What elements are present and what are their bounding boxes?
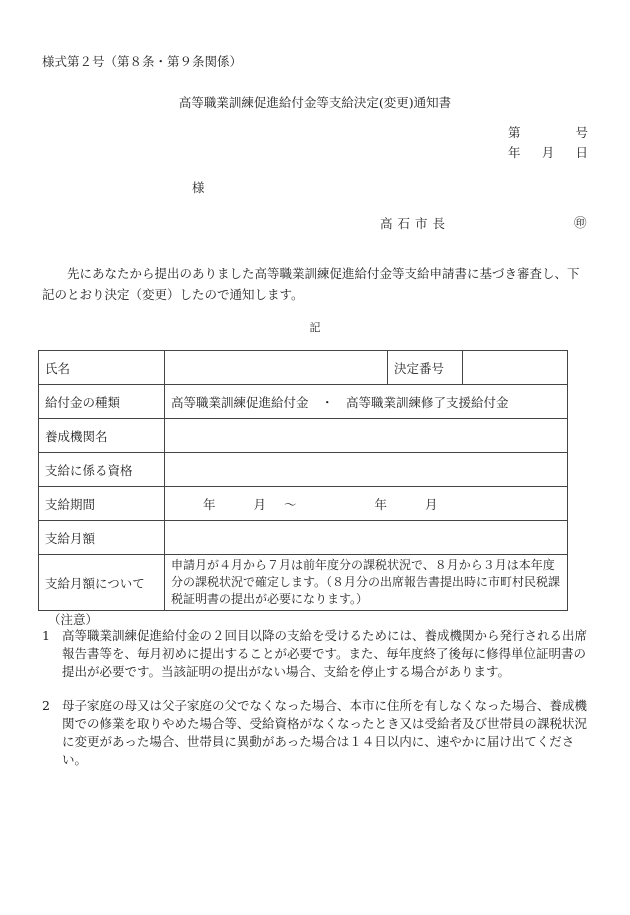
notice-body: [42, 263, 590, 305]
about-monthly-text: 申請月が４月から７月は前年度分の課税状況で、８月から３月は本年度分の課税状況で確定します。（８月分の出席報告書提出時に市町村民税課税証明書の提出が必要になります。）: [165, 555, 568, 611]
table-row: [39, 555, 568, 611]
note-text: 高等職業訓練促進給付金の２回目以降の支給を受けるためには、養成機関から発行される出席報告書等を、毎月初めに提出することが必要です。また、毎年度終了後毎に修得単位証明書の提出が必要です。当該証明の提出がない場合、支給を停止する場合があります。: [62, 628, 588, 679]
info-table: [38, 350, 568, 611]
name-label: 氏名: [39, 351, 165, 385]
period-label: 支給期間: [39, 487, 165, 521]
period-month-start: 月: [253, 496, 267, 512]
institution-label: 養成機関名: [39, 419, 165, 453]
table-row: [39, 385, 568, 419]
table-row: [39, 487, 568, 521]
ki-mark: 記: [309, 321, 321, 334]
monthly-value: [165, 521, 568, 555]
note-item: [42, 697, 590, 769]
date-month: 月: [541, 145, 555, 160]
note-text: 母子家庭の母又は父子家庭の父でなくなった場合、本市に住所を有しなくなった場合、養成機関での修業を取りやめた場合等、受給資格がなくなったとき又は受給者及び世帯員の課税状況に変更があった場合、世帯員に異動があった場合は１４日以内に、速やかに届け出てください。: [62, 698, 588, 767]
period-year-start: 年: [203, 496, 216, 512]
number-prefix: 第: [508, 125, 521, 140]
note-number: 2: [42, 698, 50, 713]
date-day: 日: [575, 145, 588, 160]
notice-body-text: 先にあなたから提出のありました高等職業訓練促進給付金等支給申請書に基づき審査し、下記のとおり決定（変更）したので通知します。: [42, 266, 580, 302]
addressee-honorific: 様: [192, 180, 205, 195]
institution-value: [165, 419, 568, 453]
document-date-line: [508, 143, 588, 161]
note-number: 1: [42, 628, 50, 643]
table-row: [39, 351, 568, 385]
period-year-end: 年: [374, 496, 388, 512]
table-row: [39, 521, 568, 555]
document-number-line: [508, 123, 588, 141]
table-row: [39, 419, 568, 453]
about-monthly-label: 支給月額について: [39, 555, 165, 611]
period-tilde: ～: [284, 496, 297, 512]
notes-title: （注意）: [48, 612, 99, 627]
period-month-end: 月: [425, 496, 438, 512]
monthly-label: 支給月額: [39, 521, 165, 555]
decision-no-label: 決定番号: [388, 351, 463, 385]
decision-no-value: [463, 351, 568, 385]
qualification-value: [165, 453, 568, 487]
number-suffix: 号: [575, 125, 588, 140]
date-year: 年: [508, 145, 521, 160]
type-label: 給付金の種類: [39, 385, 165, 419]
seal-mark: ㊞: [574, 215, 587, 230]
type-value: 高等職業訓練促進給付金 ・ 高等職業訓練修了支援給付金: [165, 385, 568, 419]
note-item: [42, 627, 590, 681]
table-row: [39, 453, 568, 487]
issuer-name: 高石市長: [380, 216, 451, 231]
form-number: 様式第２号（第８条・第９条関係）: [42, 54, 243, 69]
document-title: 高等職業訓練促進給付金等支給決定(変更)通知書: [178, 95, 452, 110]
name-value: [165, 351, 388, 385]
period-value: [165, 487, 568, 521]
qualification-label: 支給に係る資格: [39, 453, 165, 487]
